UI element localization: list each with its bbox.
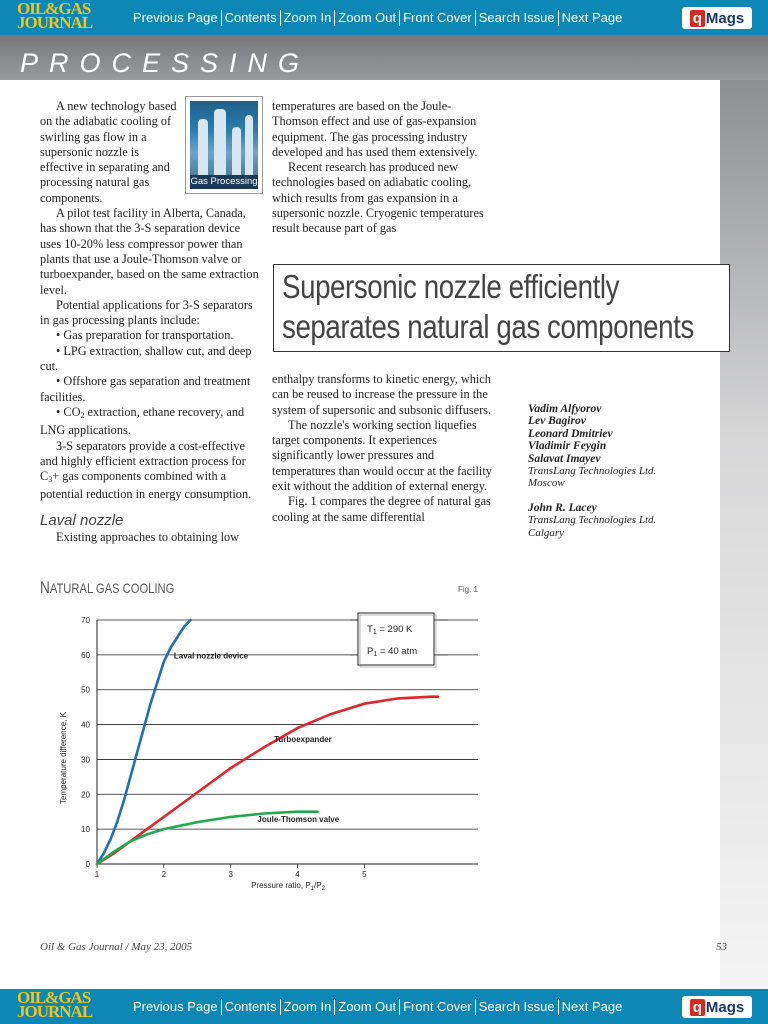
author-affiliation: TransLang Technologies Ltd.	[528, 514, 657, 527]
top-nav-links	[130, 0, 625, 35]
author-credits	[528, 403, 718, 539]
author-location: Moscow	[528, 477, 565, 490]
next-page-link[interactable]: Next Page	[561, 999, 623, 1014]
paragraph: Existing approaches to obtaining low	[56, 530, 240, 545]
zoom-in-link[interactable]: Zoom In	[283, 999, 332, 1014]
conditions-annotation	[350, 613, 448, 667]
x-tick-label: 4	[295, 870, 300, 879]
contents-link[interactable]: Contents	[224, 999, 277, 1014]
article-column-2	[272, 99, 494, 237]
y-tick-label: 40	[81, 720, 90, 730]
next-page-link[interactable]: Next Page	[561, 10, 623, 25]
search-issue-link[interactable]: Search Issue	[478, 999, 555, 1014]
y-tick-label: 30	[81, 755, 90, 765]
paragraph: A pilot test facility in Alberta, Canada, has shown that the 3-S separation device uses 10-20% less compressor power than plants that use a Joule-Thomson valve or turboexpander, based on the same extraction level.	[40, 206, 259, 297]
y-axis-ticks	[81, 616, 90, 869]
zoom-out-link[interactable]: Zoom Out	[338, 999, 397, 1014]
front-cover-link[interactable]: Front Cover	[403, 10, 472, 25]
y-tick-label: 70	[81, 616, 90, 625]
zoom-out-link[interactable]: Zoom Out	[338, 10, 397, 25]
author-name: Salavat Imayev	[528, 452, 601, 465]
paragraph: The nozzle's working section liquefies target components. It experiences significantly lower pressures and temperatures than would occur at the facility exit without the addition of external energy.	[272, 417, 492, 494]
author-affiliation: TransLang Technologies Ltd.	[528, 465, 657, 478]
annotation-box	[358, 613, 434, 665]
photo-caption: Gas Processing	[190, 176, 258, 187]
page-number: 53	[716, 941, 727, 953]
bottom-nav-links	[130, 989, 625, 1024]
temperature-condition: $T_1 = 290$ K	[367, 624, 413, 636]
bottom-nav-bar	[0, 989, 768, 1024]
paragraph: 3-S separators provide a cost-effective and highly efficient extraction process for $C_3+$ gas components combined with a potential reduction in energy consumption.	[40, 438, 252, 502]
contents-link[interactable]: Contents	[224, 10, 277, 25]
qmags-logo[interactable]: q Mags	[682, 7, 752, 29]
bullet-item: • Gas preparation for transportation.	[56, 328, 234, 343]
article-column-1	[40, 99, 260, 545]
paragraph: Recent research has produced new technologies based on adiabatic cooling, which results from gas expansion in a supersonic nozzle. Cryogenic temperatures result because part of gas	[272, 160, 484, 236]
series-label: Laval nozzle device	[173, 651, 249, 661]
x-tick-label: 5	[362, 870, 367, 879]
series-label: Turboexpander	[274, 735, 332, 744]
author-name: Leonard Dmitriev	[528, 427, 613, 440]
pressure-condition: $P_1 = 40$ atm	[367, 646, 418, 658]
paragraph: Potential applications for 3-S separators in gas processing plants include:	[40, 297, 253, 328]
section-title: PROCESSING	[20, 48, 311, 78]
author-name: Lev Bagirov	[528, 415, 586, 428]
x-axis-ticks	[95, 870, 367, 879]
bullet-item: • $CO_2$ extraction, ethane recovery, and LNG applications.	[40, 404, 245, 438]
figure-title: NATURAL GAS COOLING	[40, 578, 175, 597]
y-tick-label: 0	[85, 860, 90, 869]
oil-gas-journal-logo[interactable]: OIL&GAS JOURNAL	[17, 988, 93, 1021]
bullet-item: • LPG extraction, shallow cut, and deep cut.	[40, 343, 252, 374]
article-column-3	[272, 372, 494, 525]
y-tick-label: 10	[81, 825, 90, 835]
zoom-in-link[interactable]: Zoom In	[283, 10, 332, 25]
oil-gas-journal-logo[interactable]: OIL&GAS JOURNAL	[17, 0, 93, 32]
series-line-turboexpander	[97, 697, 438, 864]
top-nav-bar	[0, 0, 768, 35]
front-cover-link[interactable]: Front Cover	[403, 999, 472, 1014]
paragraph: A new technology based on the adiabatic cooling of swirling gas flow in a supersonic nozzle is effective in separating and processing natural gas components.	[40, 99, 177, 205]
qmags-logo[interactable]: q Mags	[682, 996, 752, 1018]
author-name: Vadim Alfyorov	[528, 403, 602, 415]
author-name: Vladimir Feygin	[528, 440, 607, 453]
search-issue-link[interactable]: Search Issue	[478, 10, 555, 25]
x-tick-label: 3	[228, 870, 233, 879]
y-tick-label: 20	[81, 790, 90, 800]
bullet-item: • Offshore gas separation and treatment facilities.	[40, 374, 251, 404]
y-axis-label: Temperature difference, K	[59, 712, 68, 804]
natural-gas-cooling-chart	[40, 600, 480, 900]
article-headline: Supersonic nozzle efficiently separates natural gas components	[273, 264, 730, 352]
previous-page-link[interactable]: Previous Page	[133, 999, 218, 1014]
page-side-shadow	[720, 80, 768, 989]
series-label: Joule-Thomson valve	[257, 815, 340, 825]
subheading: Laval nozzle	[40, 511, 124, 529]
previous-page-link[interactable]: Previous Page	[133, 10, 218, 25]
chart-series-labels	[174, 651, 340, 824]
author-name: John R. Lacey	[528, 501, 597, 514]
y-tick-label: 50	[81, 685, 90, 695]
x-tick-label: 2	[161, 870, 167, 879]
author-location: Calgary	[528, 526, 565, 539]
paragraph: temperatures are based on the Joule-Thomson effect and use of gas-expansion equipment. The gas processing industry developed and has used them extensively.	[272, 99, 478, 159]
paragraph: enthalpy transforms to kinetic energy, which can be reused to increase the pressure in the system of supersonic and subsonic diffusers.	[272, 372, 492, 417]
footer-publication: Oil & Gas Journal / May 23, 2005	[40, 941, 193, 953]
paragraph: Fig. 1 compares the degree of natural gas cooling at the same differential	[272, 494, 491, 524]
y-tick-label: 60	[81, 650, 90, 660]
x-axis-label: Pressure ratio, $P_1/P_2$	[251, 881, 325, 892]
x-tick-label: 1	[94, 870, 100, 879]
figure-number: Fig. 1	[458, 585, 479, 594]
